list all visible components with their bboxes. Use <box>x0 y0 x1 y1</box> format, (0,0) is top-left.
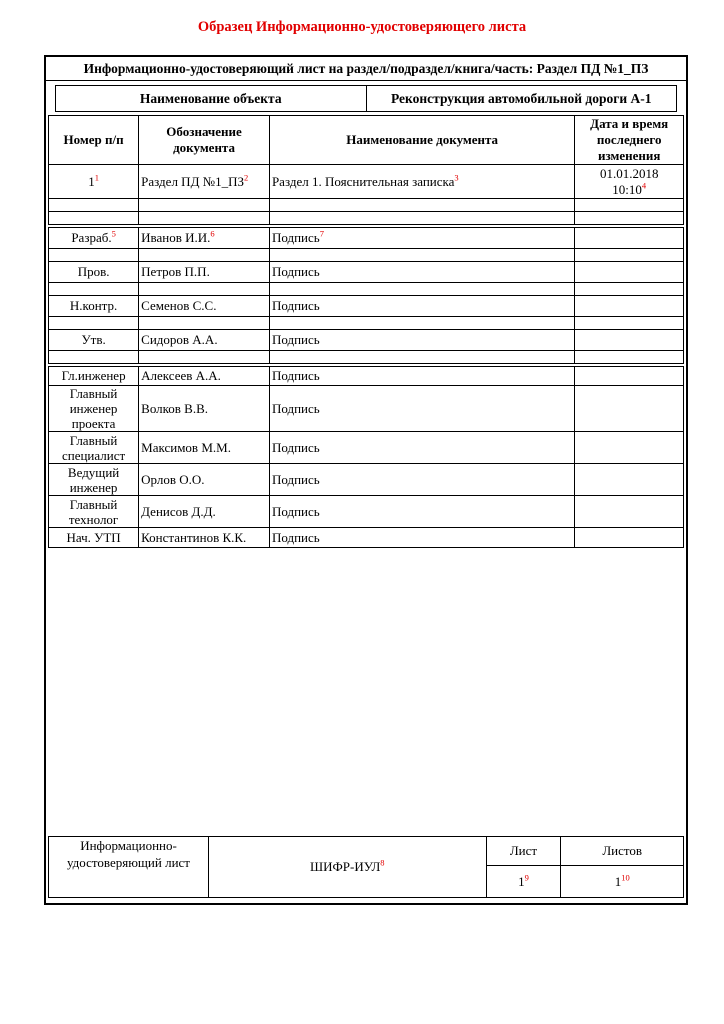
date-cell-empty <box>575 432 684 464</box>
empty-row <box>49 283 684 296</box>
empty-row <box>49 212 684 225</box>
signer-name-cell: Денисов Д.Д. <box>139 496 270 528</box>
signer-row-nach-utp <box>49 528 684 548</box>
signer-role-cell: Н.контр. <box>49 296 139 317</box>
iul-form <box>44 55 688 905</box>
empty-row <box>49 351 684 364</box>
signer-row-vedushchiy <box>49 464 684 496</box>
footnote-7: 7 <box>319 228 324 239</box>
signature-cell: Подпись <box>269 330 574 351</box>
signer-row-nkontr <box>49 296 684 317</box>
footnote-6: 6 <box>210 228 215 239</box>
signer-row-utv <box>49 330 684 351</box>
documents-table <box>48 115 684 225</box>
document-number-cell: 1$^1$ <box>49 165 139 199</box>
date-cell-empty <box>575 262 684 283</box>
footnote-2: 2 <box>244 172 249 183</box>
footnote-1: 1 <box>94 172 99 183</box>
signature-cell: Подпись <box>269 432 574 464</box>
sheets-value-cell: 1$^{10}$ <box>561 866 684 898</box>
object-name-label: Наименование объекта <box>139 90 282 106</box>
sheet-value-cell: 1$^9$ <box>486 866 561 898</box>
date-cell-empty <box>575 528 684 548</box>
object-name-value: Реконструкция автомобильной дороги А-1 <box>366 86 677 111</box>
sheet-label: Лист <box>486 837 561 866</box>
sheets-label: Листов <box>561 837 684 866</box>
signer-name-cell: Алексеев А.А. <box>139 367 270 386</box>
signature-cell: Подпись <box>269 296 574 317</box>
signer-name-cell: Семенов С.С. <box>139 296 270 317</box>
date-cell-empty <box>575 386 684 432</box>
signer-row-prov <box>49 262 684 283</box>
empty-row <box>49 249 684 262</box>
document-date-cell: 01.01.2018 10:10$^4$ <box>575 165 684 199</box>
signer-name-cell: Волков В.В. <box>139 386 270 432</box>
object-row <box>55 85 677 112</box>
empty-row <box>49 317 684 330</box>
signer-role-cell: Пров. <box>49 262 139 283</box>
document-designation-cell: Раздел ПД №1_ПЗ$^2$ <box>139 165 270 199</box>
signer-row-gip <box>49 386 684 432</box>
page-title: Образец Информационно-удостоверяющего листа <box>197 19 527 35</box>
signature-cell: Подпись <box>269 496 574 528</box>
signature-cell: Подпись <box>269 262 574 283</box>
form-header-row <box>46 57 686 81</box>
col-header-name: Наименование документа <box>269 116 574 165</box>
signer-role-cell: Главный специалист <box>49 432 139 464</box>
signer-row-gl-tehnolog <box>49 496 684 528</box>
signer-role-cell: Гл.инженер <box>49 367 139 386</box>
document-name-cell: Раздел 1. Пояснительная записка$^3$ <box>269 165 574 199</box>
date-cell-empty <box>575 496 684 528</box>
signer-row-gl-inzhener <box>49 367 684 386</box>
approval-table-secondary <box>48 366 684 548</box>
footer-cipher-cell: ШИФР-ИУЛ$^8$ <box>209 837 486 898</box>
signer-name-cell: Константинов К.К. <box>139 528 270 548</box>
signature-cell: Подпись$^7$ <box>269 228 574 249</box>
signer-row-gl-specialist <box>49 432 684 464</box>
title-block-row-1 <box>49 837 684 866</box>
signature-cell: Подпись <box>269 528 574 548</box>
footnote-4: 4 <box>641 180 647 191</box>
signer-name-cell: Максимов М.М. <box>139 432 270 464</box>
footnote-9: 9 <box>524 872 529 883</box>
documents-header-row <box>49 116 684 165</box>
signer-role-cell: Утв. <box>49 330 139 351</box>
signature-cell: Подпись <box>269 386 574 432</box>
signer-row-razrab <box>49 228 684 249</box>
signature-cell: Подпись <box>269 367 574 386</box>
footer-doc-type: Информационно- удостоверяющий лист <box>49 837 209 898</box>
object-row-wrapper <box>46 81 686 115</box>
footnote-8: 8 <box>380 857 385 868</box>
signer-name-cell: Иванов И.И.$^6$ <box>139 228 270 249</box>
signer-role-cell: Главный технолог <box>49 496 139 528</box>
form-header-text: Информационно-удостоверяющий лист на раздел/подраздел/книга/часть: Раздел ПД №1_ПЗ <box>83 60 649 76</box>
date-cell-empty <box>575 228 684 249</box>
empty-row <box>49 199 684 212</box>
approval-table-primary <box>48 227 684 364</box>
date-cell-empty <box>575 296 684 317</box>
signer-name-cell: Орлов О.О. <box>139 464 270 496</box>
date-cell-empty <box>575 330 684 351</box>
signer-role-cell: Разраб.$^5$ <box>49 228 139 249</box>
date-cell-empty <box>575 464 684 496</box>
document-row <box>49 165 684 199</box>
signer-role-cell: Ведущий инженер <box>49 464 139 496</box>
title-block <box>48 836 684 898</box>
empty-space <box>46 548 686 836</box>
signer-name-cell: Сидоров А.А. <box>139 330 270 351</box>
footnote-10: 10 <box>621 872 630 883</box>
col-header-number: Номер п/п <box>49 116 139 165</box>
footnote-5: 5 <box>111 228 116 239</box>
signer-role-cell: Нач. УТП <box>49 528 139 548</box>
col-header-date: Дата и время последнего изменения <box>575 116 684 165</box>
date-cell-empty <box>575 367 684 386</box>
footnote-3: 3 <box>454 172 459 183</box>
signer-name-cell: Петров П.П. <box>139 262 270 283</box>
signer-role-cell: Главный инженер проекта <box>49 386 139 432</box>
signature-cell: Подпись <box>269 464 574 496</box>
col-header-designation: Обозначение документа <box>139 116 270 165</box>
